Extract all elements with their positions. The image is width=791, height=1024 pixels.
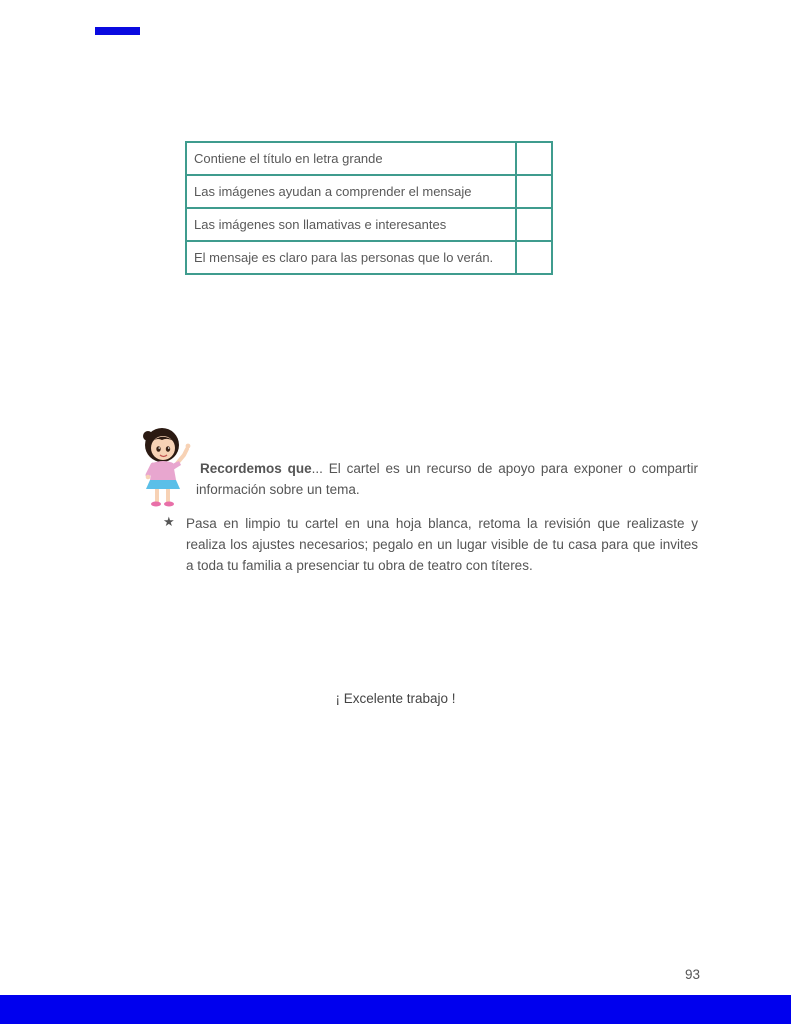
- bottom-accent-bar: [0, 995, 791, 1024]
- check-cell[interactable]: [516, 142, 552, 175]
- check-cell[interactable]: [516, 175, 552, 208]
- review-checklist-table: [185, 141, 553, 275]
- check-cell[interactable]: [516, 241, 552, 274]
- criterion-cell: Contiene el título en letra grande: [186, 142, 516, 175]
- task-instructions: Pasa en limpio tu cartel en una hoja blanca, retoma la revisión que realizaste y realiza los ajustes necesarios; pegalo en un lugar visible de tu casa para que invites a toda tu familia a presenciar tu obra de teatro con títeres.: [186, 516, 698, 573]
- table-row: [186, 241, 552, 274]
- table-row: [186, 142, 552, 175]
- criterion-cell: Las imágenes ayudan a comprender el mensaje: [186, 175, 516, 208]
- table-row: [186, 175, 552, 208]
- table-row: [186, 208, 552, 241]
- star-bullet-icon: ★: [163, 514, 175, 529]
- girl-illustration: [140, 425, 198, 509]
- check-cell[interactable]: [516, 208, 552, 241]
- criterion-cell: El mensaje es claro para las personas que lo verán.: [186, 241, 516, 274]
- criterion-cell: Las imágenes son llamativas e interesantes: [186, 208, 516, 241]
- reminder-text: ... El cartel es un recurso de apoyo para exponer o compartir información sobre un tema.: [196, 461, 698, 497]
- reminder-lead: Recordemos que: [200, 461, 312, 476]
- top-accent-bar: [95, 27, 140, 35]
- closing-message: ¡ Excelente trabajo !: [335, 691, 456, 706]
- reminder-paragraph: [196, 458, 698, 500]
- page-number: 93: [684, 967, 700, 982]
